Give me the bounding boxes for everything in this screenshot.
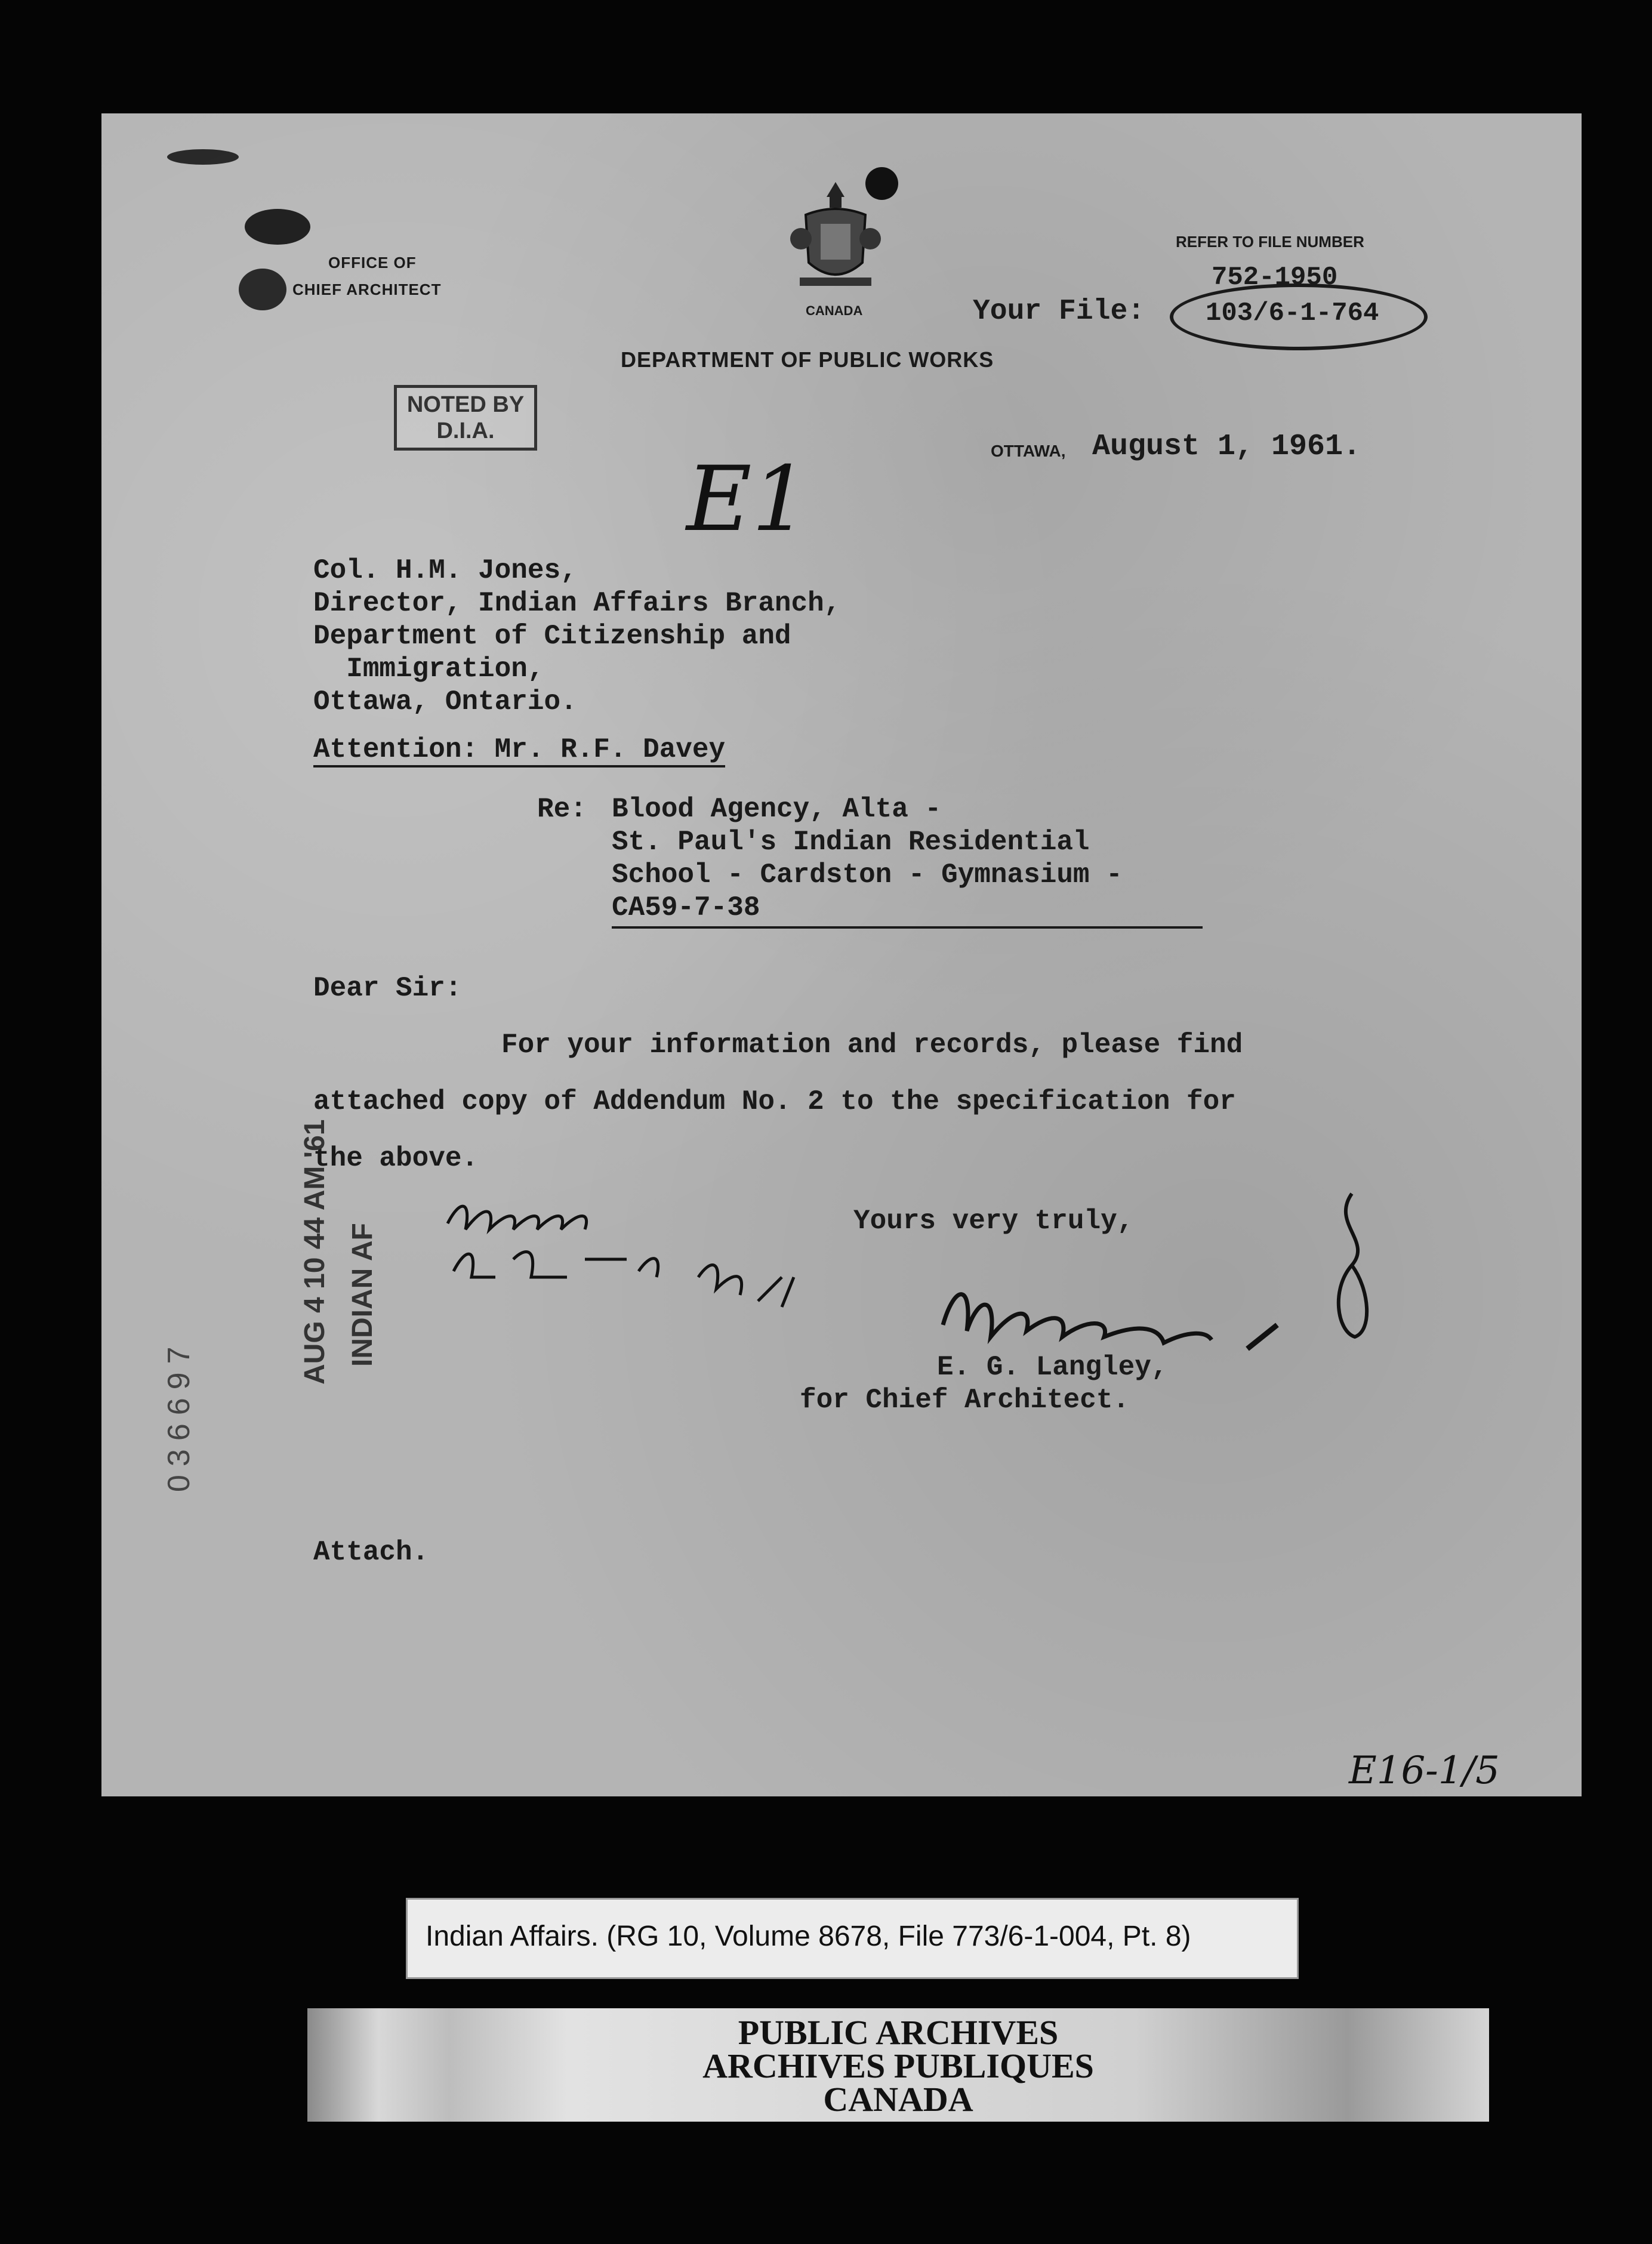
handwritten-mark: E1	[686, 448, 809, 551]
stamp-line1: NOTED BY	[406, 392, 525, 417]
signer-title: for Chief Architect.	[800, 1385, 1130, 1416]
page-reference: E16-1/5	[1349, 1749, 1500, 1793]
archive-line3: CANADA	[823, 2080, 973, 2119]
side-number: 036697	[162, 1338, 196, 1492]
source-caption-bar	[406, 1898, 1299, 1979]
refer-label: REFER TO FILE NUMBER	[1176, 233, 1364, 251]
office-line1: OFFICE OF	[328, 254, 417, 272]
address-line5: Ottawa, Ontario.	[313, 686, 577, 717]
ink-smudge	[245, 209, 310, 245]
ink-smudge	[167, 149, 239, 165]
re-line1: Blood Agency, Alta -	[612, 794, 942, 825]
your-file-number: 103/6-1-764	[1206, 298, 1379, 328]
body-line1: For your information and records, please find	[501, 1029, 1243, 1061]
letter-page	[101, 113, 1582, 1796]
canada-crest-icon	[788, 179, 883, 298]
re-line3: School - Cardston - Gymnasium -	[612, 859, 1123, 890]
source-caption: Indian Affairs. (RG 10, Volume 8678, File 773/6-1-004, Pt. 8)	[426, 1921, 1191, 1952]
archive-label-bar	[307, 2008, 1489, 2122]
salutation: Dear Sir:	[313, 973, 462, 1004]
your-file-label: Your File:	[973, 295, 1145, 328]
crest-caption: CANADA	[806, 303, 863, 318]
address-line1: Col. H.M. Jones,	[313, 555, 577, 586]
ink-smudge	[239, 269, 286, 310]
signature	[931, 1259, 1301, 1367]
address-line3: Department of Citizenship and	[313, 621, 791, 652]
re-line2: St. Paul's Indian Residential	[612, 827, 1090, 858]
body-line2: attached copy of Addendum No. 2 to the specification for	[313, 1086, 1236, 1117]
address-line2: Director, Indian Affairs Branch,	[313, 588, 841, 619]
dateline-city: OTTAWA,	[991, 442, 1066, 460]
re-underline	[612, 926, 1203, 929]
address-line4: Immigration,	[313, 654, 544, 685]
office-line2: CHIEF ARCHITECT	[292, 280, 442, 298]
re-label: Re:	[537, 794, 587, 825]
dateline-date: August 1, 1961.	[1092, 430, 1361, 464]
initial-mark	[1325, 1188, 1379, 1343]
signer-name: E. G. Langley,	[937, 1352, 1168, 1383]
archive-line1: PUBLIC ARCHIVES	[738, 2013, 1059, 2052]
received-stamp-office: INDIAN AF	[347, 1223, 378, 1367]
archive-line2: ARCHIVES PUBLIQUES	[702, 2046, 1094, 2085]
closing: Yours very truly,	[853, 1206, 1134, 1237]
noted-by-stamp	[394, 385, 537, 451]
received-stamp-date: AUG 4 10 44 AM '61	[299, 1119, 331, 1385]
re-line4: CA59-7-38	[612, 892, 760, 923]
enclosure: Attach.	[313, 1537, 429, 1568]
handwritten-annotation	[436, 1188, 913, 1343]
refer-number: 752-1950	[1212, 263, 1338, 292]
department-name: DEPARTMENT OF PUBLIC WORKS	[621, 347, 994, 372]
attention-line: Attention: Mr. R.F. Davey	[313, 734, 725, 767]
body-line3: the above.	[313, 1143, 479, 1174]
stamp-line2: D.I.A.	[436, 418, 495, 443]
